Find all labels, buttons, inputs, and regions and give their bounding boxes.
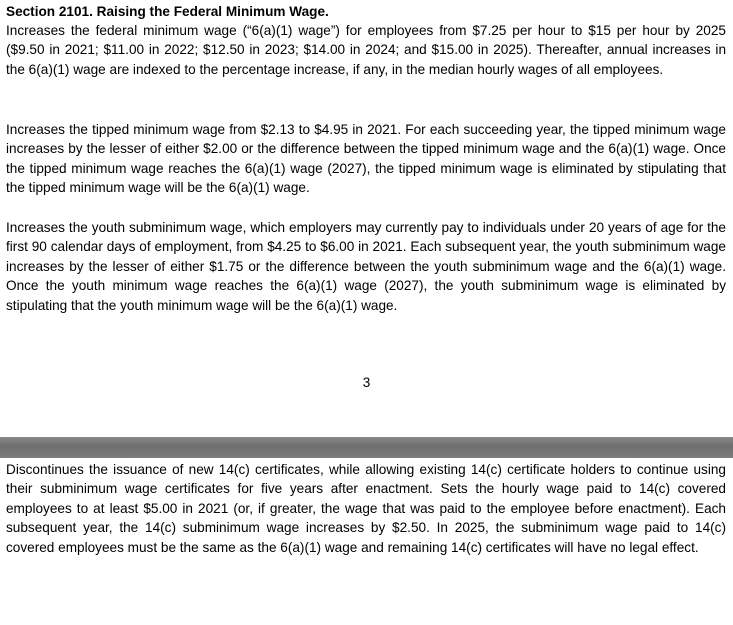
section-heading: Section 2101. Raising the Federal Minimum Wage. — [6, 4, 329, 19]
paragraph-tipped-minimum-wage: Increases the tipped minimum wage from $2.13 to $4.95 in 2021. For each succeeding year, the tipped minimum wage increases by the lesser of either $2.00 or the difference between the tipped minimum wage and the 6(a)(1) wage. Once the tipped minimum wage reaches the 6(a)(1) wage (2027), the tipped minimum wage is eliminated by stipulating that the tipped minimum wage will be the 6(a)(1) wage. — [6, 122, 726, 196]
paragraph-federal-minimum-wage: Increases the federal minimum wage (“6(a)(1) wage”) for employees from $7.25 per hour to $15 per hour by 2025 ($9.50 in 2021; $11.00 in 2022; $12.50 in 2023; $14.00 in 2024; and $15.00 in 2025). Thereafter, annual increases in the 6(a)(1) wage are indexed to the percentage increase, if any, in the median hourly wages of all employees. — [6, 23, 726, 77]
document-page-4 — [0, 458, 733, 625]
page-separator — [0, 437, 733, 458]
paragraph-youth-subminimum-wage: Increases the youth subminimum wage, which employers may currently pay to individuals under 20 years of age for the first 90 calendar days of employment, from $4.25 to $6.00 in 2021. Each subsequent year, the youth subminimum wage increases by the lesser of either $1.75 or the difference between the youth subminimum wage and the 6(a)(1) wage. Once the youth minimum wage reaches the 6(a)(1) wage (2027), the youth subminimum wage is eliminated by stipulating that the youth minimum wage will be the 6(a)(1) wage. — [6, 220, 726, 313]
paragraph-14c-certificates: Discontinues the issuance of new 14(c) certificates, while allowing existing 14(c) certificate holders to continue using their subminimum wage certificates for five years after enactment. Sets the hourly wage paid to 14(c) covered employees to at least $5.00 in 2021 (or, if greater, the wage that was paid to the employee before enactment). Each subsequent year, the 14(c) subminimum wage increases by $2.50. In 2025, the subminimum wage paid to 14(c) covered employees must be the same as the 6(a)(1) wage and remaining 14(c) certificates will have no legal effect. — [6, 462, 726, 555]
page-number: 3 — [362, 375, 371, 390]
